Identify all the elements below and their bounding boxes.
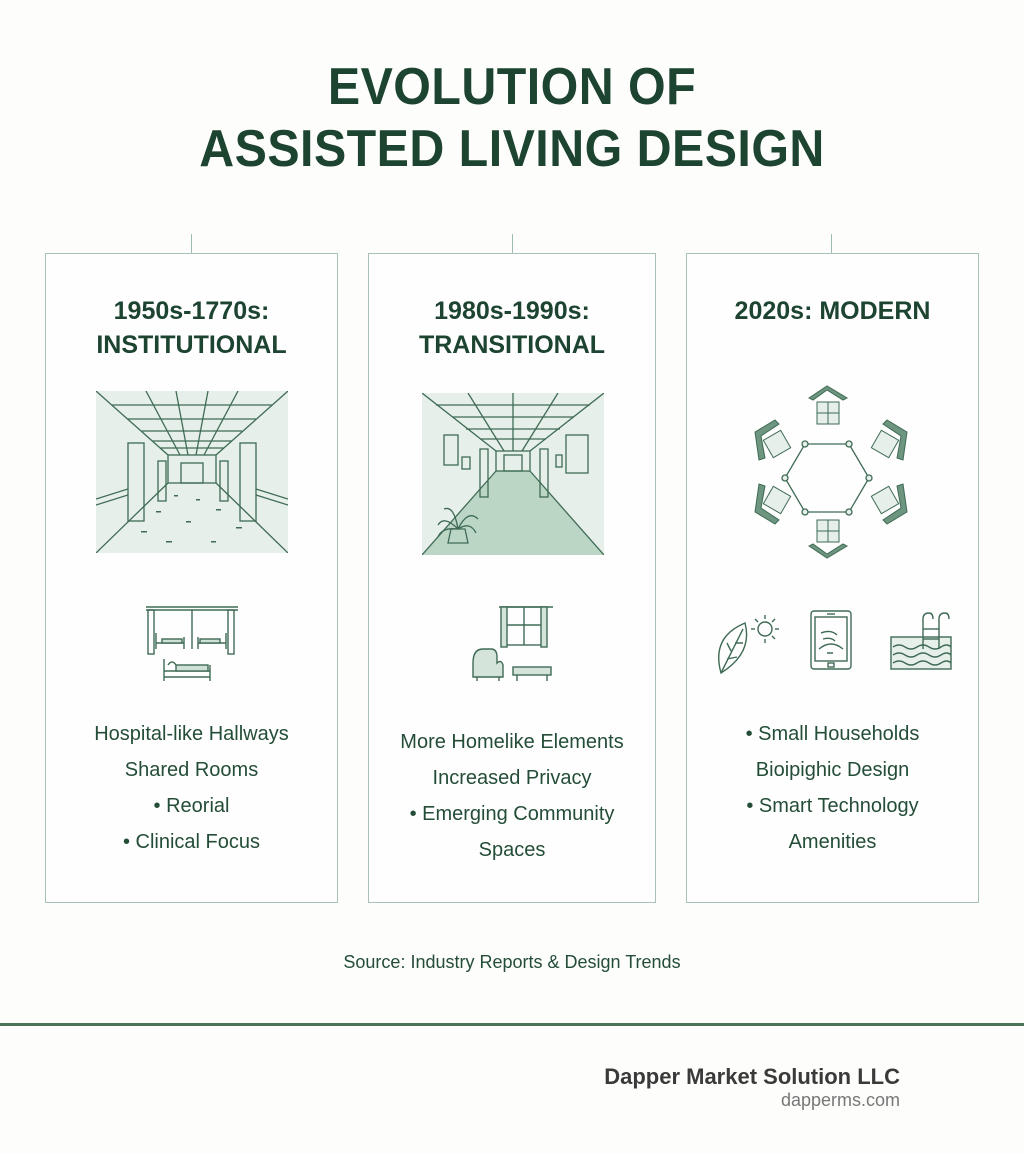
page-title [36,56,988,180]
connector-stem-2 [512,234,513,254]
feature-item: • Clinical Focus [122,831,261,853]
feature-item: • Small Households [745,723,920,745]
feature-item: Shared Rooms [124,759,259,781]
living-room-icon [469,603,555,683]
hospital-hallway-illustration [96,391,288,553]
feature-item: • Smart Technology [746,795,919,817]
feature-item: Hospital-like Hallways [94,723,289,745]
shared-bedroom-icon [144,603,240,683]
source-note: Source: Industry Reports & Design Trends [343,952,681,972]
connector-stem-1 [191,234,192,254]
homelike-hallway-illustration [422,393,604,555]
feature-item: More Homelike Elements [400,731,624,753]
era-features [46,716,337,860]
era-title [687,294,978,328]
feature-item: • Emerging Community [409,803,615,825]
era-card-institutional [45,253,338,903]
footer-divider [0,1023,1024,1026]
era-title [46,294,337,362]
leaf-sun-icon [715,609,783,677]
pool-icon [887,609,955,673]
feature-item: Bioipighic Design [755,759,910,781]
company-name: Dapper Market Solution LLC [604,1064,900,1089]
era-period: 2020s: MODERN [734,297,931,325]
feature-item: Spaces [478,839,546,861]
feature-item: Increased Privacy [432,767,592,789]
era-period: 1950s-1770s: [113,297,270,325]
company-website: dapperms.com [780,1090,900,1110]
title-line-1: EVOLUTION OF [327,58,697,116]
era-name: TRANSITIONAL [418,331,606,359]
tablet-icon [807,609,855,673]
era-title [369,294,655,362]
era-features [687,716,978,860]
household-cluster-illustration [751,382,911,562]
era-period: 1980s-1990s: [434,297,590,325]
era-name: INSTITUTIONAL [96,331,287,359]
era-card-transitional [368,253,656,903]
feature-item: Amenities [788,831,877,853]
title-line-2: ASSISTED LIVING DESIGN [199,120,825,178]
connector-stem-3 [831,234,832,254]
era-card-modern [686,253,979,903]
feature-item: • Reorial [153,795,230,817]
era-features [369,724,655,868]
